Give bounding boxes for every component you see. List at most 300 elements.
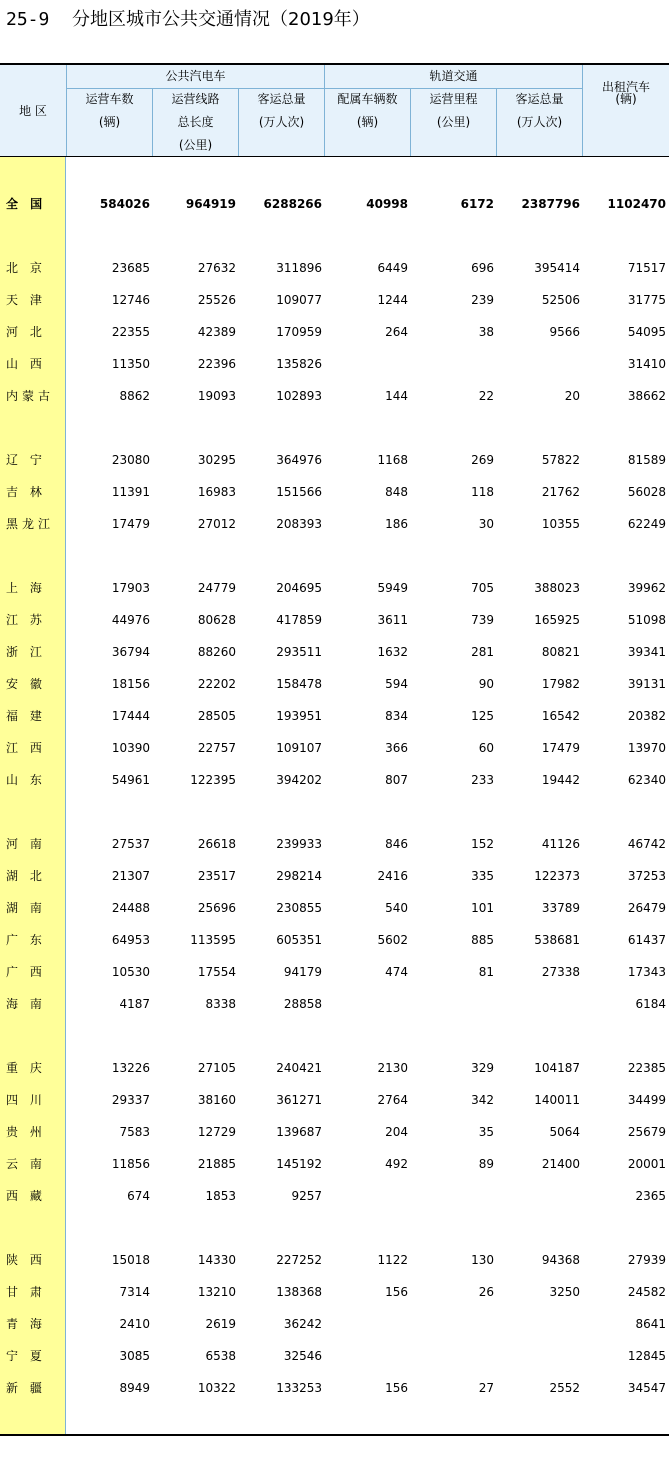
- table-cell: 30: [478, 517, 494, 531]
- region-name: 贵 州: [6, 1125, 46, 1139]
- table-cell: 584026: [99, 197, 150, 211]
- table-cell: [410, 348, 494, 380]
- table-cell: 27012: [197, 517, 236, 531]
- table-cell: 13226: [111, 1061, 150, 1075]
- table-cell: 140011: [534, 1093, 580, 1107]
- table-cell: 2619: [205, 1317, 236, 1331]
- table-cell: 605351: [276, 933, 322, 947]
- table-cell: 2387796: [521, 197, 580, 211]
- table-cell: [410, 1180, 494, 1212]
- table-cell: 1632: [377, 645, 408, 659]
- table-cell: 32546: [283, 1349, 322, 1363]
- table-row: [0, 956, 669, 988]
- table-cell: 28858: [283, 997, 322, 1011]
- table-row: [0, 1116, 669, 1148]
- table-cell: 7583: [119, 1125, 150, 1139]
- table-cell: 24582: [627, 1285, 666, 1299]
- table-cell: 16542: [541, 709, 580, 723]
- region-name: 河 北: [6, 325, 46, 339]
- header-divider: [66, 65, 67, 157]
- column-header-line: (万人次): [258, 115, 305, 129]
- column-header: [325, 88, 410, 134]
- region-name: 广 东: [6, 933, 46, 947]
- table-cell: 27: [478, 1381, 494, 1395]
- table-cell: 94179: [283, 965, 322, 979]
- table-cell: 135826: [276, 357, 322, 371]
- table-cell: 208393: [276, 517, 322, 531]
- table-row: [0, 860, 669, 892]
- table-cell: 239933: [276, 837, 322, 851]
- table-header: [0, 65, 669, 157]
- table-cell: 1244: [377, 293, 408, 307]
- column-header-line: 客运总量: [257, 92, 306, 106]
- region-name: 湖 南: [6, 901, 46, 915]
- table-cell: 6538: [205, 1349, 236, 1363]
- table-cell: 27939: [627, 1253, 666, 1267]
- table-cell: 17479: [111, 517, 150, 531]
- table-cell: 81589: [627, 453, 666, 467]
- table-row: [0, 252, 669, 284]
- table-cell: 227252: [276, 1253, 322, 1267]
- table-cell: 807: [385, 773, 408, 787]
- table-cell: 8949: [119, 1381, 150, 1395]
- table-cell: [324, 988, 408, 1020]
- table-cell: 39131: [627, 677, 666, 691]
- table-cell: 39341: [627, 645, 666, 659]
- region-name: 辽 宁: [6, 453, 46, 467]
- region-name: 甘 肃: [6, 1285, 46, 1299]
- table-row: [0, 572, 669, 604]
- region-name: 浙 江: [6, 645, 46, 659]
- table-cell: 27105: [197, 1061, 236, 1075]
- table-row: [0, 1340, 669, 1372]
- table-cell: 2410: [119, 1317, 150, 1331]
- table-cell: 11856: [111, 1157, 150, 1171]
- table-cell: 38: [478, 325, 494, 339]
- table-cell: 122373: [534, 869, 580, 883]
- table-cell: [324, 1308, 408, 1340]
- table-cell: 37253: [627, 869, 666, 883]
- column-header-line: 运营线路: [171, 92, 220, 106]
- table-cell: 6184: [635, 997, 666, 1011]
- table-cell: 42389: [197, 325, 236, 339]
- table-cell: 538681: [534, 933, 580, 947]
- table-cell: 29337: [111, 1093, 150, 1107]
- table-row: [0, 1372, 669, 1404]
- table-cell: 26479: [627, 901, 666, 915]
- table-cell: 36242: [283, 1317, 322, 1331]
- table-cell: 125: [471, 709, 494, 723]
- region-name: 吉 林: [6, 485, 46, 499]
- region-name: 云 南: [6, 1157, 46, 1171]
- table-cell: 281: [471, 645, 494, 659]
- region-name: 陕 西: [6, 1253, 46, 1267]
- table-cell: 158478: [276, 677, 322, 691]
- region-name: 山 东: [6, 773, 46, 787]
- table-cell: 293511: [276, 645, 322, 659]
- region-name: 四 川: [6, 1093, 46, 1107]
- table-row: [0, 1084, 669, 1116]
- table-cell: 342: [471, 1093, 494, 1107]
- table-cell: 7314: [119, 1285, 150, 1299]
- table-cell: 27537: [111, 837, 150, 851]
- header-bottom-rule: [0, 156, 669, 157]
- column-header-line: (辆): [615, 92, 637, 106]
- table-row: [0, 348, 669, 380]
- table-cell: 18156: [111, 677, 150, 691]
- table-cell: 17343: [627, 965, 666, 979]
- table-cell: 14330: [197, 1253, 236, 1267]
- table-cell: 204695: [276, 581, 322, 595]
- table-cell: [496, 348, 580, 380]
- table-cell: 739: [471, 613, 494, 627]
- region-name: 海 南: [6, 997, 46, 1011]
- table-cell: 31775: [627, 293, 666, 307]
- table-row: [0, 1148, 669, 1180]
- table-cell: 366: [385, 741, 408, 755]
- table-cell: 34499: [627, 1093, 666, 1107]
- table-cell: 26: [478, 1285, 494, 1299]
- table-row: [0, 636, 669, 668]
- table-cell: 19093: [197, 389, 236, 403]
- table-cell: [324, 348, 408, 380]
- table-cell: 204: [385, 1125, 408, 1139]
- table-row-total: [0, 188, 669, 220]
- table-cell: 34547: [627, 1381, 666, 1395]
- table-cell: 6288266: [263, 197, 322, 211]
- table-cell: 335: [471, 869, 494, 883]
- table-cell: 230855: [276, 901, 322, 915]
- table-cell: [410, 1340, 494, 1372]
- table-cell: 33789: [541, 901, 580, 915]
- table-cell: 24779: [197, 581, 236, 595]
- table-bottom-rule: [0, 1434, 669, 1436]
- table-cell: 22757: [197, 741, 236, 755]
- table-cell: 156: [385, 1381, 408, 1395]
- table-cell: 25526: [197, 293, 236, 307]
- table-cell: 13970: [627, 741, 666, 755]
- table-cell: 61437: [627, 933, 666, 947]
- column-header-line: (公里): [178, 138, 213, 152]
- table-cell: 118: [471, 485, 494, 499]
- table-cell: 60: [478, 741, 494, 755]
- region-name: 重 庆: [6, 1061, 46, 1075]
- table-row: [0, 764, 669, 796]
- table-cell: 834: [385, 709, 408, 723]
- table-cell: 102893: [276, 389, 322, 403]
- table-cell: 16983: [197, 485, 236, 499]
- region-name: 江 苏: [6, 613, 46, 627]
- header-group-rail: 轨道交通: [429, 69, 478, 83]
- table-cell: 71517: [627, 261, 666, 275]
- table-cell: 46742: [627, 837, 666, 851]
- table-row: [0, 284, 669, 316]
- table-cell: 39962: [627, 581, 666, 595]
- table-cell: 10322: [197, 1381, 236, 1395]
- table-row: [0, 476, 669, 508]
- table-cell: 56028: [627, 485, 666, 499]
- header-region: 地 区: [19, 104, 47, 118]
- table-cell: 696: [471, 261, 494, 275]
- table-cell: 10530: [111, 965, 150, 979]
- table-cell: [496, 1340, 580, 1372]
- table-cell: 12845: [627, 1349, 666, 1363]
- table-row: [0, 444, 669, 476]
- table-cell: 22202: [197, 677, 236, 691]
- region-name: 内蒙古: [6, 389, 55, 403]
- header-divider: [582, 65, 583, 157]
- table-cell: 233: [471, 773, 494, 787]
- region-name: 宁 夏: [6, 1349, 46, 1363]
- table-cell: 394202: [276, 773, 322, 787]
- table-cell: 145192: [276, 1157, 322, 1171]
- table-cell: 41126: [541, 837, 580, 851]
- header-divider: [496, 88, 497, 157]
- table-row: [0, 668, 669, 700]
- table-cell: 240421: [276, 1061, 322, 1075]
- table-cell: 109077: [276, 293, 322, 307]
- table-cell: 104187: [534, 1061, 580, 1075]
- header-group-bus: 公共汽电车: [165, 69, 226, 83]
- table-cell: 269: [471, 453, 494, 467]
- table-cell: 11391: [111, 485, 150, 499]
- table-cell: 38160: [197, 1093, 236, 1107]
- table-cell: 38662: [627, 389, 666, 403]
- region-name: 新 疆: [6, 1381, 46, 1395]
- table-cell: 17554: [197, 965, 236, 979]
- table-cell: 594: [385, 677, 408, 691]
- table-cell: 133253: [276, 1381, 322, 1395]
- table-cell: 30295: [197, 453, 236, 467]
- table-cell: 23517: [197, 869, 236, 883]
- column-header: [583, 88, 669, 111]
- region-name: 广 西: [6, 965, 46, 979]
- table-number: 25-9: [6, 9, 50, 30]
- table-cell: 964919: [185, 197, 236, 211]
- table-cell: 80628: [197, 613, 236, 627]
- table-cell: 25696: [197, 901, 236, 915]
- table-cell: 6449: [377, 261, 408, 275]
- table-cell: 170959: [276, 325, 322, 339]
- region-name: 西 藏: [6, 1189, 46, 1203]
- table-cell: 35: [478, 1125, 494, 1139]
- table-cell: 81: [478, 965, 494, 979]
- table-cell: [324, 1340, 408, 1372]
- table-cell: 6172: [460, 197, 494, 211]
- table-cell: [410, 1308, 494, 1340]
- table-cell: 27338: [541, 965, 580, 979]
- table-cell: 22355: [111, 325, 150, 339]
- table-cell: 417859: [276, 613, 322, 627]
- table-cell: 22385: [627, 1061, 666, 1075]
- table-cell: 361271: [276, 1093, 322, 1107]
- header-divider: [152, 88, 153, 157]
- column-header-line: (辆): [356, 115, 379, 129]
- table-cell: 57822: [541, 453, 580, 467]
- table-cell: 846: [385, 837, 408, 851]
- table-cell: 1853: [205, 1189, 236, 1203]
- table-row: [0, 1276, 669, 1308]
- table-cell: 22: [478, 389, 494, 403]
- table-cell: [410, 988, 494, 1020]
- column-header-line: 运营车数: [85, 92, 134, 106]
- table-cell: 239: [471, 293, 494, 307]
- region-name: 湖 北: [6, 869, 46, 883]
- table-cell: 40998: [366, 197, 408, 211]
- column-header-line: 配属车辆数: [337, 92, 398, 106]
- table-cell: 152: [471, 837, 494, 851]
- table-cell: 52506: [541, 293, 580, 307]
- table-cell: 311896: [276, 261, 322, 275]
- table-cell: [496, 1308, 580, 1340]
- table-row: [0, 380, 669, 412]
- table-row: [0, 604, 669, 636]
- table-cell: 31410: [627, 357, 666, 371]
- table-cell: 21885: [197, 1157, 236, 1171]
- table-cell: 21400: [541, 1157, 580, 1171]
- table-cell: 62340: [627, 773, 666, 787]
- table-cell: 54095: [627, 325, 666, 339]
- table-cell: 54961: [111, 773, 150, 787]
- table-cell: [324, 1180, 408, 1212]
- table-cell: 10355: [541, 517, 580, 531]
- table-cell: 21762: [541, 485, 580, 499]
- table-cell: 138368: [276, 1285, 322, 1299]
- table-cell: 8338: [205, 997, 236, 1011]
- table-row: [0, 508, 669, 540]
- column-header: [67, 88, 152, 134]
- table-cell: 8862: [119, 389, 150, 403]
- table-cell: 51098: [627, 613, 666, 627]
- header-group-taxi: 出租汽车: [601, 80, 650, 94]
- table-cell: 1122: [377, 1253, 408, 1267]
- page-title: [6, 8, 370, 32]
- table-cell: 80821: [541, 645, 580, 659]
- table-cell: 36794: [111, 645, 150, 659]
- table-cell: 9257: [291, 1189, 322, 1203]
- table-cell: 10390: [111, 741, 150, 755]
- table-cell: [496, 1180, 580, 1212]
- header-divider: [238, 88, 239, 157]
- table-cell: 156: [385, 1285, 408, 1299]
- table-cell: 540: [385, 901, 408, 915]
- region-name: 江 西: [6, 741, 46, 755]
- table-cell: 885: [471, 933, 494, 947]
- table-cell: 23685: [111, 261, 150, 275]
- table-cell: 25679: [627, 1125, 666, 1139]
- table-cell: 329: [471, 1061, 494, 1075]
- table-cell: 2764: [377, 1093, 408, 1107]
- table-cell: 848: [385, 485, 408, 499]
- table-cell: [496, 988, 580, 1020]
- table-row: [0, 732, 669, 764]
- table-cell: 20: [564, 389, 580, 403]
- column-header-line: (万人次): [516, 115, 563, 129]
- table-cell: 474: [385, 965, 408, 979]
- table-cell: 8641: [635, 1317, 666, 1331]
- table-cell: 3085: [119, 1349, 150, 1363]
- table-cell: 388023: [534, 581, 580, 595]
- table-cell: 122395: [190, 773, 236, 787]
- table-cell: 20382: [627, 709, 666, 723]
- table-cell: 5949: [377, 581, 408, 595]
- table-cell: 674: [127, 1189, 150, 1203]
- table-cell: 89: [478, 1157, 494, 1171]
- region-name: 河 南: [6, 837, 46, 851]
- region-name: 青 海: [6, 1317, 46, 1331]
- column-header-line: (公里): [436, 115, 471, 129]
- table-cell: 2416: [377, 869, 408, 883]
- table-cell: 94368: [541, 1253, 580, 1267]
- table-cell: 5602: [377, 933, 408, 947]
- table-cell: 11350: [111, 357, 150, 371]
- table-cell: 90: [478, 677, 494, 691]
- table-row: [0, 1244, 669, 1276]
- table-row: [0, 1052, 669, 1084]
- table-cell: 395414: [534, 261, 580, 275]
- table-cell: 139687: [276, 1125, 322, 1139]
- table-cell: 364976: [276, 453, 322, 467]
- table-cell: 130: [471, 1253, 494, 1267]
- header-divider: [324, 65, 325, 157]
- header-divider: [410, 88, 411, 157]
- column-header: [239, 88, 324, 134]
- column-header: [411, 88, 496, 134]
- table-cell: 24488: [111, 901, 150, 915]
- column-header-line: 客运总量: [515, 92, 564, 106]
- table-cell: 165925: [534, 613, 580, 627]
- table-cell: 492: [385, 1157, 408, 1171]
- table-cell: 264: [385, 325, 408, 339]
- table-cell: 17479: [541, 741, 580, 755]
- table-cell: 17903: [111, 581, 150, 595]
- table-cell: 27632: [197, 261, 236, 275]
- region-name: 安 徽: [6, 677, 46, 691]
- table-cell: 4187: [119, 997, 150, 1011]
- table-cell: 1168: [377, 453, 408, 467]
- column-header: [153, 88, 238, 157]
- table-cell: 9566: [549, 325, 580, 339]
- table-row: [0, 988, 669, 1020]
- table-cell: 1102470: [607, 197, 666, 211]
- table-cell: 3611: [377, 613, 408, 627]
- table-cell: 88260: [197, 645, 236, 659]
- table-cell: 17982: [541, 677, 580, 691]
- column-header-line: 总长度: [177, 115, 214, 129]
- region-name: 黑龙江: [6, 517, 55, 531]
- table-row: [0, 700, 669, 732]
- region-name: 福 建: [6, 709, 46, 723]
- table-cell: 26618: [197, 837, 236, 851]
- table-cell: 2552: [549, 1381, 580, 1395]
- region-name: 全 国: [6, 197, 47, 211]
- table-cell: 2365: [635, 1189, 666, 1203]
- region-name: 北 京: [6, 261, 46, 275]
- table-cell: 13210: [197, 1285, 236, 1299]
- table-row: [0, 1308, 669, 1340]
- table-cell: 193951: [276, 709, 322, 723]
- column-header: [497, 88, 582, 134]
- table-cell: 144: [385, 389, 408, 403]
- table-cell: 5064: [549, 1125, 580, 1139]
- table-cell: 44976: [111, 613, 150, 627]
- table-cell: 2130: [377, 1061, 408, 1075]
- column-header-line: (辆): [98, 115, 121, 129]
- table-cell: 20001: [627, 1157, 666, 1171]
- table-cell: 298214: [276, 869, 322, 883]
- column-header-line: 运营里程: [429, 92, 478, 106]
- table-cell: 109107: [276, 741, 322, 755]
